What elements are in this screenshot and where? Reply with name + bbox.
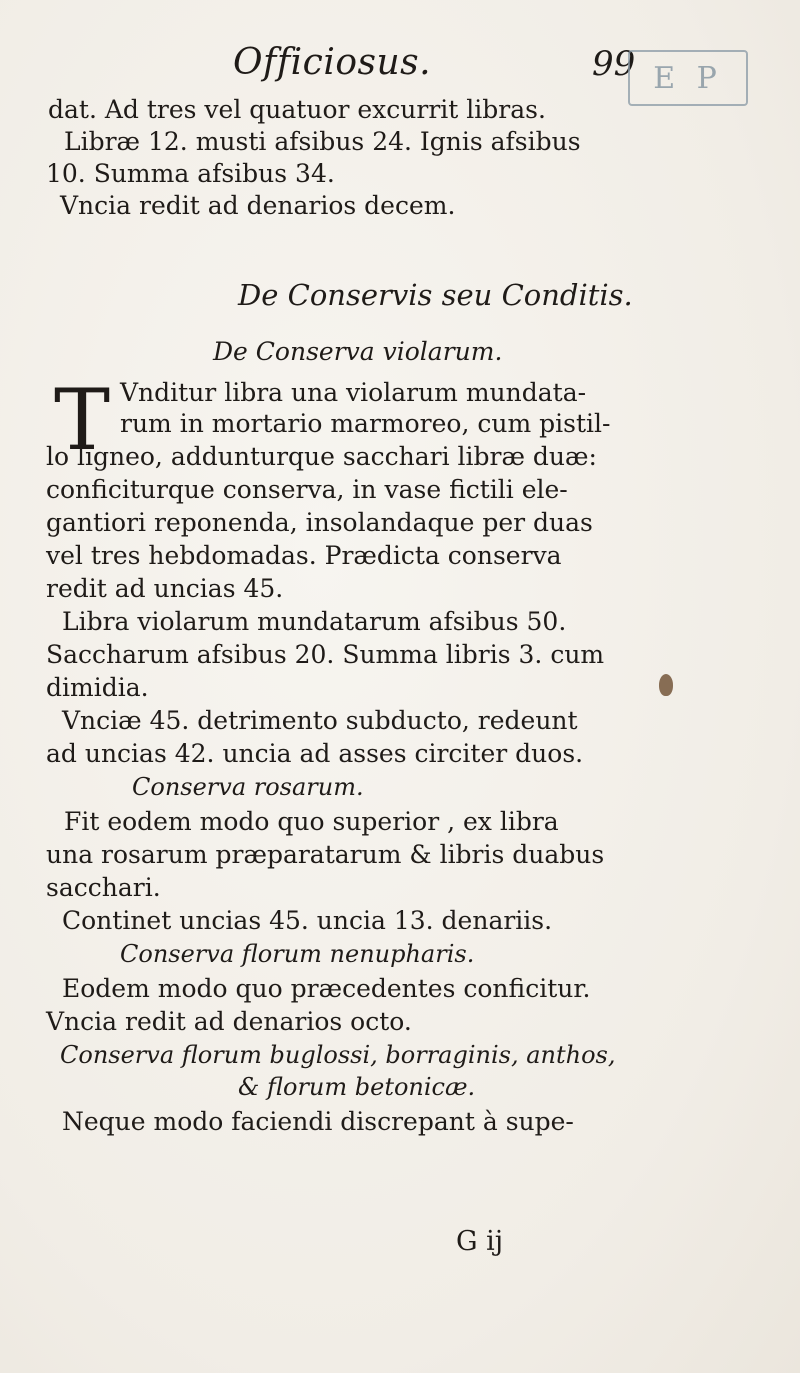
- text-line: dimidia.: [46, 673, 149, 702]
- text-line: Vnditur libra una violarum mundata-: [120, 378, 587, 407]
- text-line: gantiori reponenda, insolandaque per duas: [46, 508, 593, 537]
- text-line: una rosarum præparatarum & libris duabus: [46, 840, 605, 869]
- text-line: lo ligneo, addunturque sacchari libræ duæ:: [46, 442, 597, 471]
- text-line: Libræ 12. musti afsibus 24. Ignis afsibus: [64, 127, 581, 156]
- text-line: sacchari.: [46, 873, 161, 902]
- text-line: Vncia redit ad denarios octo.: [46, 1007, 412, 1036]
- text-line: 10. Summa afsibus 34.: [46, 159, 335, 188]
- ink-stain: [659, 674, 673, 696]
- section-heading: De Conservis seu Conditis.: [238, 278, 633, 312]
- subheading: Conserva florum buglossi, borraginis, anthos,: [60, 1041, 616, 1069]
- text-line: Neque modo faciendi discrepant à supe-: [62, 1107, 574, 1136]
- text-line: rum in mortario marmoreo, cum pistil-: [120, 409, 611, 438]
- text-line: redit ad uncias 45.: [46, 574, 284, 603]
- signature-mark: G ij: [456, 1226, 504, 1257]
- text-line: Libra violarum mundatarum afsibus 50.: [62, 607, 567, 636]
- running-head-title: Officiosus.: [233, 42, 432, 83]
- drop-cap: T: [54, 371, 111, 469]
- subheading: & florum betonicæ.: [238, 1073, 476, 1101]
- text-line: Eodem modo quo præcedentes conficitur.: [62, 974, 591, 1003]
- text-line: ad uncias 42. uncia ad asses circiter duos.: [46, 739, 584, 768]
- text-line: Fit eodem modo quo superior , ex libra: [64, 807, 559, 836]
- page-number: 99: [592, 44, 636, 84]
- library-stamp: E P: [628, 50, 748, 106]
- text-line: Saccharum afsibus 20. Summa libris 3. cum: [46, 640, 605, 669]
- text-line: dat. Ad tres vel quatuor excurrit libras.: [48, 95, 546, 124]
- text-line: Continet uncias 45. uncia 13. denariis.: [62, 906, 553, 935]
- text-line: vel tres hebdomadas. Prædicta conserva: [46, 541, 562, 570]
- subheading: Conserva florum nenupharis.: [120, 940, 475, 968]
- text-line: conficiturque conserva, in vase fictili ele-: [46, 475, 568, 504]
- subheading: Conserva rosarum.: [132, 773, 364, 801]
- text-line: Vnciæ 45. detrimento subducto, redeunt: [62, 706, 578, 735]
- subheading: De Conserva violarum.: [213, 337, 503, 366]
- text-line: Vncia redit ad denarios decem.: [60, 191, 456, 220]
